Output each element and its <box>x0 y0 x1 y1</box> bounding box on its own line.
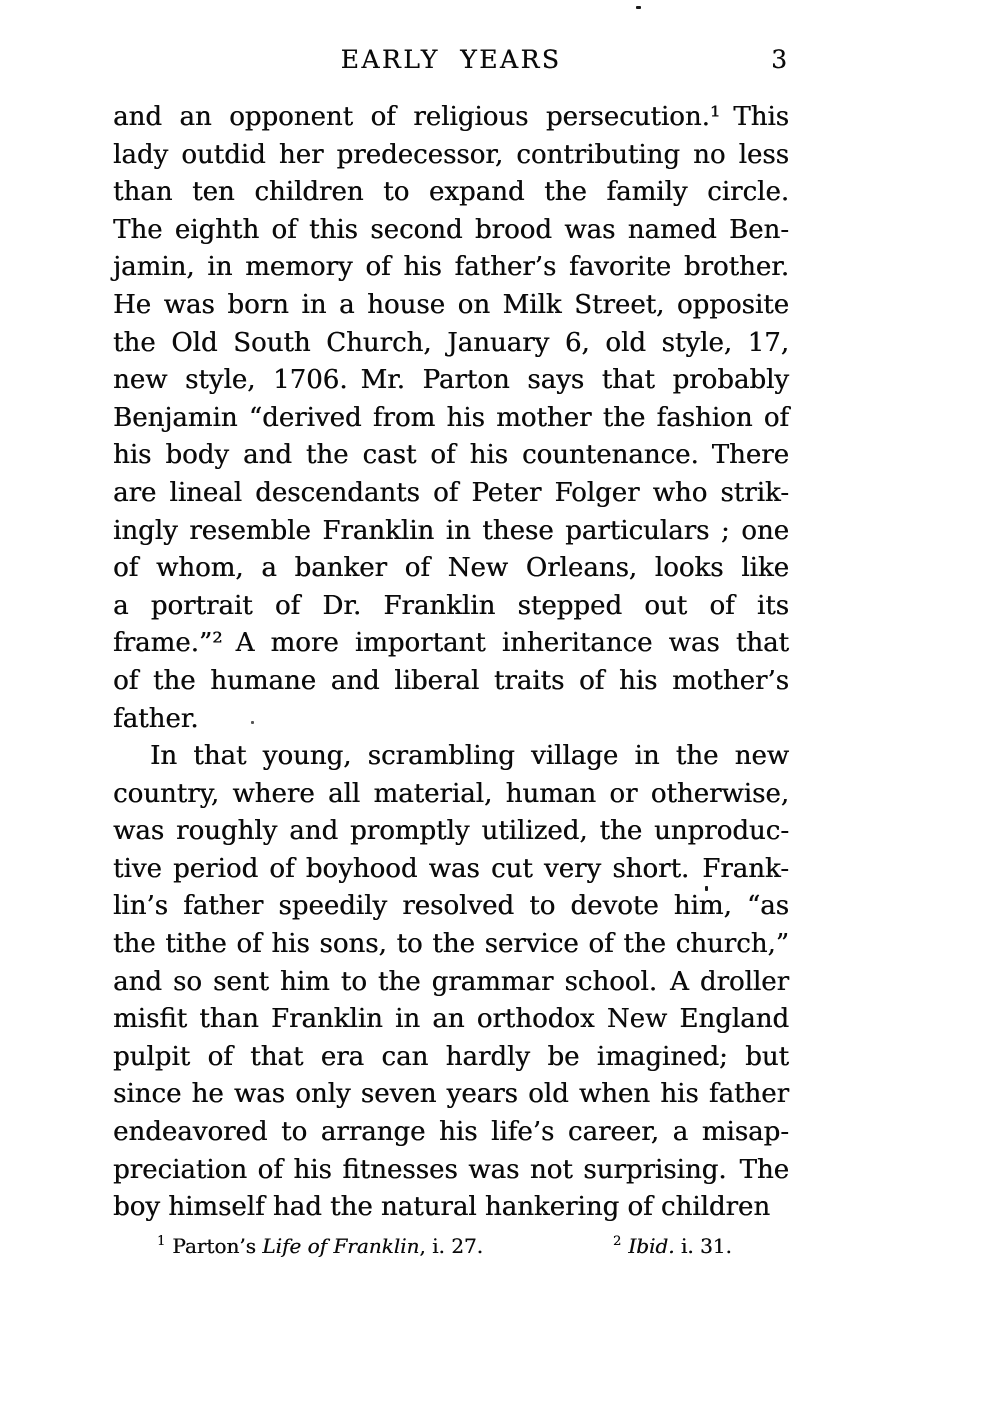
text-line: the tithe of his sons, to the service of the church,” <box>113 929 789 960</box>
text-line: and an opponent of religious persecution.¹ This <box>113 102 789 132</box>
text-line: endeavored to arrange his life’s career, a misap- <box>113 1117 789 1148</box>
running-head-title: EARLY YEARS <box>340 45 562 74</box>
text-line: He was born in a house on Milk Street, opposite <box>113 289 789 320</box>
footnotes <box>113 1230 789 1270</box>
text-line: pulpit of that era can hardly be imagined; but <box>113 1041 789 1072</box>
text-line: of the humane and liberal traits of his mother’s <box>113 665 789 696</box>
text-line: preciation of his fitnesses was not surprising. The <box>113 1154 789 1185</box>
text-line: his body and the cast of his countenance. There <box>113 440 789 471</box>
footnote-1-marker: 1 <box>157 1234 166 1249</box>
text-line: and so sent him to the grammar school. A droller <box>113 966 789 997</box>
footnote-2-marker: 2 <box>613 1234 622 1249</box>
text-line: In that young, scrambling village in the new <box>150 741 789 772</box>
footnote-1-citation: , i. 27. <box>419 1234 484 1258</box>
footnote-2 <box>613 1230 732 1262</box>
text-line: misfit than Franklin in an orthodox New England <box>113 1004 789 1035</box>
page-number: 3 <box>771 45 787 74</box>
scan-artifact <box>636 6 641 9</box>
footnote-2-work-title: Ibid. <box>628 1234 675 1258</box>
text-line: ingly resemble Franklin in these particulars ; one <box>113 515 789 546</box>
text-line: lady outdid her predecessor, contributing no less <box>113 139 789 170</box>
text-line: of whom, a banker of New Orleans, looks like <box>113 553 789 584</box>
footnote-2-citation: i. 31. <box>674 1234 732 1258</box>
footnote-1 <box>157 1230 483 1262</box>
text-line: The eighth of this second brood was named Ben- <box>113 214 789 245</box>
text-line: are lineal descendants of Peter Folger who strik- <box>113 477 789 508</box>
text-line: frame.”² A more important inheritance was that <box>113 628 789 659</box>
text-line: lin’s father speedily resolved to devote him, “as <box>113 891 789 922</box>
text-line: was roughly and promptly utilized, the unproduc- <box>113 816 789 847</box>
text-line: tive period of boyhood was cut very short. Frank- <box>113 853 789 884</box>
text-line: a portrait of Dr. Franklin stepped out of its <box>113 590 789 621</box>
text-line: since he was only seven years old when his father <box>113 1079 789 1110</box>
paragraph <box>113 738 789 1227</box>
page-header <box>113 46 789 74</box>
text-line: country, where all material, human or otherwise, <box>113 778 789 809</box>
footnote-1-text: Parton’s <box>172 1234 263 1258</box>
body-text <box>113 99 789 1227</box>
text-line: new style, 1706. Mr. Parton says that probably <box>113 365 789 396</box>
text-line: than ten children to expand the family circle. <box>113 177 789 208</box>
footnote-1-work-title: Life of Franklin <box>262 1234 420 1258</box>
text-line: the Old South Church, January 6, old style, 17, <box>113 327 789 358</box>
text-line: boy himself had the natural hankering of children <box>113 1192 771 1223</box>
text-line: father. <box>113 703 199 734</box>
paragraph <box>113 99 789 738</box>
text-line: Benjamin “derived from his mother the fashion of <box>113 402 789 433</box>
text-line: jamin, in memory of his father’s favorite brother. <box>113 252 789 283</box>
